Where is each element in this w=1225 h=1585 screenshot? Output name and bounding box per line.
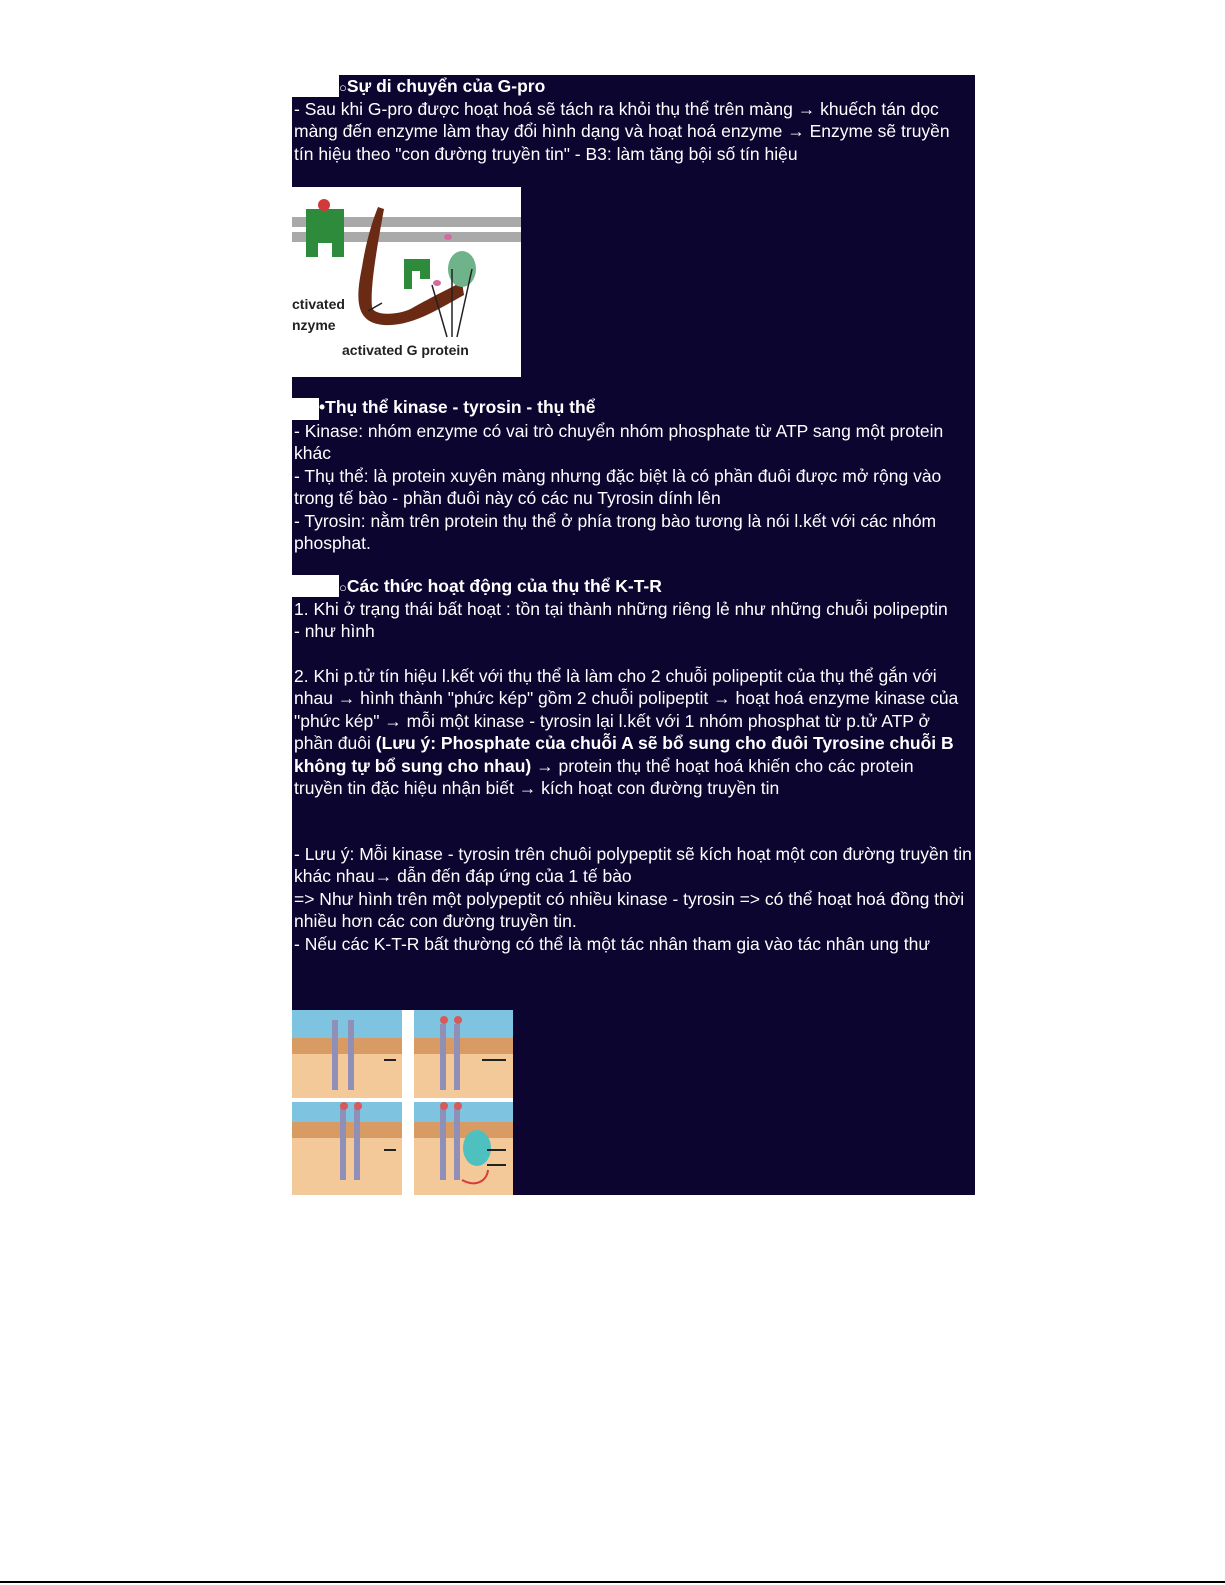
heading-indent-block bbox=[292, 398, 319, 420]
ktr-paragraph-3: - Lưu ý: Mỗi kinase - tyrosin trên chuôi polypeptit sẽ kích hoạt một con đường truyền tin khác nhau→ dẫn đến đáp ứng của 1 tế bào => Như hình trên một polypeptit có nhiều kinase - tyrosin => có thể hoạt hoá đồng thời nhiều hơn các con đường truyền tin. - Nếu các K-T-R bất thường có thể là một tác nhân tham gia vào tác nhân ung thư bbox=[294, 844, 972, 954]
figure-activated-g-protein bbox=[292, 187, 521, 377]
bullet-dot-icon: • bbox=[319, 397, 326, 417]
figure-label-g-protein: activated G protein bbox=[342, 342, 469, 358]
section-heading-g-pro: ○Sự di chuyển của G-pro bbox=[339, 76, 546, 96]
document-panel bbox=[292, 75, 975, 1195]
section-body-g-pro: - Sau khi G-pro được hoạt hoá sẽ tách ra khỏi thụ thể trên màng → khuếch tán dọc màng đến enzyme làm thay đổi hình dạng và hoạt hoá enzyme → Enzyme sẽ truyền tín hiệu theo "con đường truyền tin" - B3: làm tăng bội số tín hiệu bbox=[294, 99, 955, 164]
section-body-ktr: - Kinase: nhóm enzyme có vai trò chuyển nhóm phosphate từ ATP sang một protein khác - Thụ thể: là protein xuyên màng nhưng đặc biệt là có phần đuôi được mở rộng vào trong tế bào - phần đuôi này có các nu Tyrosin dính lên - Tyrosin: nằm trên protein thụ thể ở phía trong bào tương là nói l.kết với các nhóm phosphat. bbox=[294, 421, 944, 554]
section-heading-ktr: •Thụ thể kinase - tyrosin - thụ thể bbox=[319, 397, 596, 417]
heading-indent-block bbox=[292, 75, 339, 97]
ktr-paragraph-1: 1. Khi ở trạng thái bất hoạt : tồn tại thành những riêng lẻ như những chuỗi polipeptin - như hình bbox=[294, 599, 953, 642]
circle-bullet-icon: ○ bbox=[339, 80, 347, 95]
section-heading-ktr-mechanism: ○Các thức hoạt động của thụ thể K-T-R bbox=[339, 576, 662, 596]
ktr-paragraph-2: 2. Khi p.tử tín hiệu l.kết với thụ thể là làm cho 2 chuỗi polipeptit của thụ thể gắn với nhau → hình thành "phức kép" gồm 2 chuỗi polipeptit → hoạt hoá enzyme kinase của "phức kép" → mỗi một kinase - tyrosin lại l.kết với 1 nhóm phosphat từ p.tử ATP ở phần đuôi (Lưu ý: Phosphate của chuỗi A sẽ bổ sung cho đuôi Tyrosine chuỗi B không tự bổ sung cho nhau) → protein thụ thể hoạt hoá khiến cho các protein truyền tin đặc hiệu nhận biết → kích hoạt con đường truyền tin bbox=[294, 666, 964, 799]
g-protein-shape bbox=[404, 259, 430, 289]
figure-ktr-activation bbox=[292, 1010, 513, 1195]
heading-indent-block bbox=[292, 575, 339, 597]
figure-label-enzyme-line2: nzyme bbox=[292, 317, 336, 333]
ligand-shape bbox=[318, 199, 330, 211]
circle-bullet-icon: ○ bbox=[339, 580, 347, 595]
page-bottom-rule bbox=[0, 1581, 1225, 1583]
figure-label-enzyme-line1: ctivated bbox=[292, 296, 345, 312]
receptor-shape bbox=[306, 209, 344, 257]
